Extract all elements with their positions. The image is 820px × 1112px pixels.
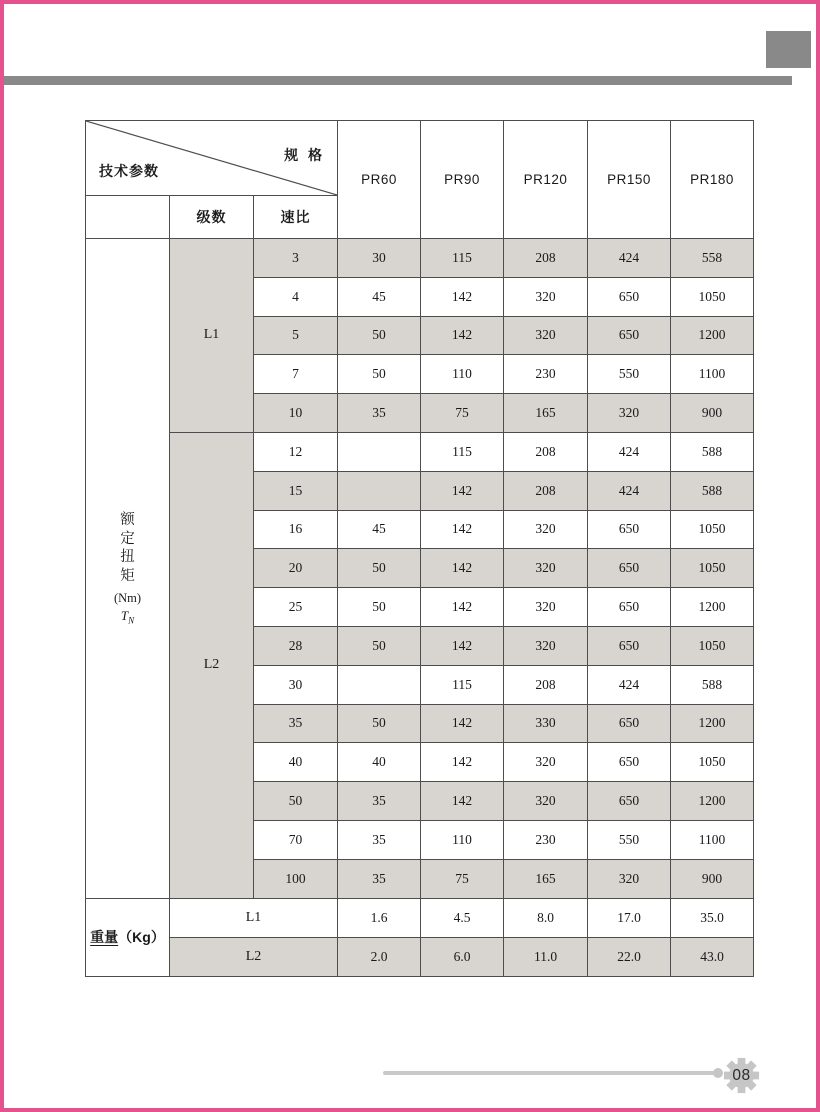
value-cell: 650 <box>588 782 671 821</box>
value-cell: 45 <box>338 277 421 316</box>
value-cell: 50 <box>338 626 421 665</box>
page-number: 08 <box>732 1066 751 1084</box>
torque-label-cell <box>86 239 170 899</box>
value-cell: 424 <box>588 665 671 704</box>
header-row-models <box>86 121 754 196</box>
value-cell: 650 <box>588 277 671 316</box>
value-cell: 50 <box>338 355 421 394</box>
value-cell: 1050 <box>671 626 754 665</box>
diagonal-corner-cell <box>86 121 338 196</box>
ratio-cell: 4 <box>254 277 338 316</box>
value-cell: 320 <box>504 277 588 316</box>
ratio-cell: 28 <box>254 626 338 665</box>
value-cell: 320 <box>504 316 588 355</box>
torque-vertical-text: 额定扭矩 <box>120 511 135 585</box>
value-cell: 142 <box>421 549 504 588</box>
value-cell: 50 <box>338 549 421 588</box>
value-cell: 142 <box>421 471 504 510</box>
value-cell: 1100 <box>671 820 754 859</box>
weight-label: 重量 <box>90 929 119 946</box>
value-cell: 1050 <box>671 277 754 316</box>
model-header-pr90: PR90 <box>421 121 504 239</box>
ratio-cell: 50 <box>254 782 338 821</box>
value-cell: 588 <box>671 665 754 704</box>
value-cell: 1200 <box>671 316 754 355</box>
value-cell: 75 <box>421 859 504 898</box>
value-cell: 650 <box>588 316 671 355</box>
value-cell: 1200 <box>671 588 754 627</box>
weight-value-cell: 1.6 <box>338 898 421 937</box>
value-cell: 142 <box>421 277 504 316</box>
ratio-cell: 70 <box>254 820 338 859</box>
footer-rule <box>383 1071 717 1075</box>
weight-value-cell: 6.0 <box>421 937 504 976</box>
weight-value-cell: 43.0 <box>671 937 754 976</box>
value-cell: 115 <box>421 665 504 704</box>
corner-parameter-label: 技术参数 <box>99 163 159 179</box>
value-cell: 142 <box>421 588 504 627</box>
value-cell: 550 <box>588 820 671 859</box>
value-cell: 50 <box>338 704 421 743</box>
ratio-cell: 100 <box>254 859 338 898</box>
value-cell: 320 <box>504 743 588 782</box>
weight-value-cell: 4.5 <box>421 898 504 937</box>
ratio-cell: 15 <box>254 471 338 510</box>
weight-row-l2 <box>86 937 754 976</box>
value-cell: 424 <box>588 239 671 278</box>
model-header-pr180: PR180 <box>671 121 754 239</box>
value-cell: 1200 <box>671 782 754 821</box>
weight-value-cell: 35.0 <box>671 898 754 937</box>
page-number-badge <box>723 1057 760 1094</box>
value-cell: 115 <box>421 432 504 471</box>
value-cell: 1100 <box>671 355 754 394</box>
value-cell: 142 <box>421 316 504 355</box>
value-cell <box>338 432 421 471</box>
weight-value-cell: 8.0 <box>504 898 588 937</box>
value-cell: 208 <box>504 239 588 278</box>
value-cell: 1050 <box>671 510 754 549</box>
value-cell: 142 <box>421 782 504 821</box>
weight-unit: （Kg） <box>118 929 165 946</box>
value-cell <box>338 471 421 510</box>
value-cell: 35 <box>338 782 421 821</box>
ratio-cell: 5 <box>254 316 338 355</box>
weight-group-l1: L1 <box>170 898 338 937</box>
ratio-cell: 35 <box>254 704 338 743</box>
value-cell: 1200 <box>671 704 754 743</box>
value-cell: 165 <box>504 394 588 433</box>
value-cell <box>338 665 421 704</box>
ratio-cell: 3 <box>254 239 338 278</box>
weight-row-l1 <box>86 898 754 937</box>
header-rule-bar <box>4 76 792 85</box>
torque-symbol: $T_N$ <box>120 608 135 626</box>
value-cell: 330 <box>504 704 588 743</box>
value-cell: 900 <box>671 394 754 433</box>
value-cell: 320 <box>504 510 588 549</box>
ratio-cell: 30 <box>254 665 338 704</box>
value-cell: 650 <box>588 510 671 549</box>
weight-value-cell: 11.0 <box>504 937 588 976</box>
value-cell: 40 <box>338 743 421 782</box>
value-cell: 142 <box>421 626 504 665</box>
value-cell: 650 <box>588 588 671 627</box>
weight-value-cell: 17.0 <box>588 898 671 937</box>
group-label-l1: L1 <box>170 239 254 433</box>
ratio-cell: 25 <box>254 588 338 627</box>
weight-group-l2: L2 <box>170 937 338 976</box>
value-cell: 30 <box>338 239 421 278</box>
value-cell: 320 <box>588 394 671 433</box>
model-header-pr60: PR60 <box>338 121 421 239</box>
value-cell: 424 <box>588 471 671 510</box>
table-row <box>86 432 754 471</box>
weight-value-cell: 22.0 <box>588 937 671 976</box>
ratio-header: 速比 <box>254 196 338 239</box>
value-cell: 45 <box>338 510 421 549</box>
empty-header-cell <box>86 196 170 239</box>
value-cell: 230 <box>504 355 588 394</box>
value-cell: 75 <box>421 394 504 433</box>
spec-table <box>85 120 754 977</box>
value-cell: 320 <box>504 588 588 627</box>
value-cell: 110 <box>421 355 504 394</box>
value-cell: 320 <box>504 782 588 821</box>
torque-unit: (Nm) <box>113 591 142 606</box>
group-label-l2: L2 <box>170 432 254 898</box>
value-cell: 424 <box>588 432 671 471</box>
ratio-cell: 10 <box>254 394 338 433</box>
value-cell: 650 <box>588 626 671 665</box>
corner-spec-label: 规 格 <box>284 147 326 163</box>
value-cell: 1050 <box>671 549 754 588</box>
weight-value-cell: 2.0 <box>338 937 421 976</box>
model-header-pr150: PR150 <box>588 121 671 239</box>
weight-label-cell <box>86 898 170 976</box>
torque-label <box>86 511 169 626</box>
ratio-cell: 12 <box>254 432 338 471</box>
value-cell: 165 <box>504 859 588 898</box>
ratio-cell: 7 <box>254 355 338 394</box>
value-cell: 35 <box>338 859 421 898</box>
value-cell: 320 <box>588 859 671 898</box>
value-cell: 588 <box>671 432 754 471</box>
value-cell: 50 <box>338 316 421 355</box>
value-cell: 320 <box>504 549 588 588</box>
value-cell: 550 <box>588 355 671 394</box>
ratio-cell: 20 <box>254 549 338 588</box>
table-row <box>86 239 754 278</box>
header-accent-square <box>766 31 811 68</box>
value-cell: 35 <box>338 394 421 433</box>
value-cell: 320 <box>504 626 588 665</box>
ratio-cell: 40 <box>254 743 338 782</box>
value-cell: 650 <box>588 743 671 782</box>
footer-dot <box>713 1068 723 1078</box>
value-cell: 230 <box>504 820 588 859</box>
ratio-cell: 16 <box>254 510 338 549</box>
stage-header: 级数 <box>170 196 254 239</box>
value-cell: 900 <box>671 859 754 898</box>
value-cell: 35 <box>338 820 421 859</box>
value-cell: 208 <box>504 471 588 510</box>
value-cell: 142 <box>421 743 504 782</box>
value-cell: 208 <box>504 432 588 471</box>
value-cell: 1050 <box>671 743 754 782</box>
value-cell: 142 <box>421 704 504 743</box>
model-header-pr120: PR120 <box>504 121 588 239</box>
value-cell: 558 <box>671 239 754 278</box>
value-cell: 650 <box>588 549 671 588</box>
value-cell: 588 <box>671 471 754 510</box>
value-cell: 208 <box>504 665 588 704</box>
value-cell: 650 <box>588 704 671 743</box>
value-cell: 142 <box>421 510 504 549</box>
value-cell: 115 <box>421 239 504 278</box>
value-cell: 110 <box>421 820 504 859</box>
value-cell: 50 <box>338 588 421 627</box>
